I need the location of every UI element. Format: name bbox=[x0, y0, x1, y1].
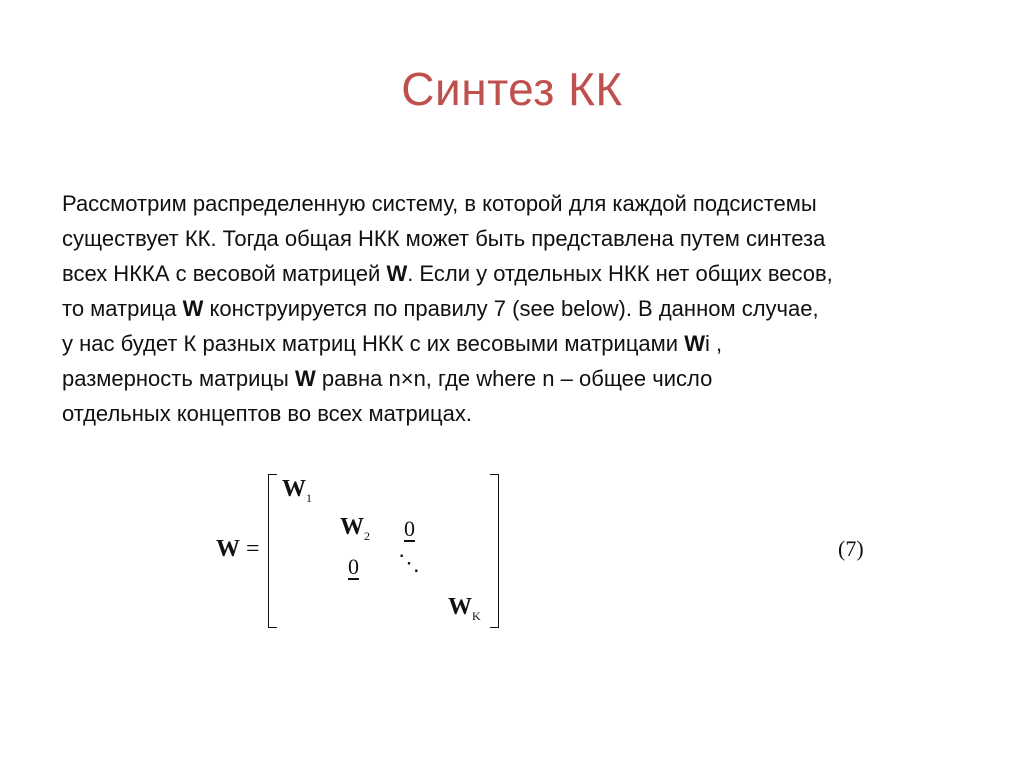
paragraph-line-4 bbox=[62, 291, 972, 326]
matrix-entry-w1 bbox=[282, 476, 312, 503]
formula-equals: = bbox=[246, 536, 260, 562]
paragraph-line-6 bbox=[62, 361, 972, 396]
paragraph-text: i , bbox=[704, 331, 723, 356]
paragraph-text: равна n×n, где where n – общее число bbox=[315, 366, 713, 391]
matrix-zero-upper: 0 bbox=[404, 516, 415, 541]
w2-symbol: W bbox=[340, 514, 364, 540]
formula-lhs: W bbox=[216, 536, 240, 562]
wk-subscript: K bbox=[472, 609, 481, 623]
matrix-symbol-w: W bbox=[684, 331, 705, 356]
paragraph-line-5 bbox=[62, 326, 972, 361]
paragraph-text: то матрица bbox=[62, 296, 183, 321]
equation-number: (7) bbox=[838, 536, 864, 561]
slide-title: Синтез КК bbox=[401, 63, 623, 115]
matrix-symbol-w: W bbox=[182, 296, 204, 321]
paragraph-text: . Если у отдельных НКК нет общих весов, bbox=[407, 261, 833, 286]
matrix-entry-wk bbox=[448, 594, 481, 621]
matrix-right-bracket bbox=[490, 474, 499, 628]
w2-subscript: 2 bbox=[364, 529, 370, 543]
paragraph-line-1: Рассмотрим распределенную систему, в которой для каждой подсистемы bbox=[62, 191, 817, 216]
paragraph-text: всех НККА с весовой матрицей bbox=[62, 261, 387, 286]
slide-paragraph bbox=[62, 186, 972, 431]
matrix-diagonal-dots: ⋱ bbox=[398, 550, 423, 575]
matrix-left-bracket bbox=[268, 474, 277, 628]
matrix-zero-lower: 0 bbox=[348, 554, 359, 579]
paragraph-line-7: отдельных концептов во всех матрицах. bbox=[62, 401, 472, 426]
paragraph-text: размерность матрицы bbox=[62, 366, 295, 391]
paragraph-line-2: существует КК. Тогда общая НКК может быть представлена путем синтеза bbox=[62, 226, 826, 251]
matrix-symbol-w: W bbox=[386, 261, 408, 286]
block-diagonal-matrix-formula bbox=[210, 470, 910, 630]
paragraph-text: у нас будет К разных матриц НКК с их весовыми матрицами bbox=[62, 331, 685, 356]
matrix-symbol-w: W bbox=[294, 366, 316, 391]
wk-symbol: W bbox=[448, 594, 472, 620]
paragraph-line-3 bbox=[62, 256, 972, 291]
matrix-entry-w2 bbox=[340, 514, 370, 541]
w1-subscript: 1 bbox=[306, 491, 312, 505]
paragraph-text: конструируется по правилу 7 (see below). В данном случае, bbox=[203, 296, 819, 321]
w1-symbol: W bbox=[282, 476, 306, 502]
